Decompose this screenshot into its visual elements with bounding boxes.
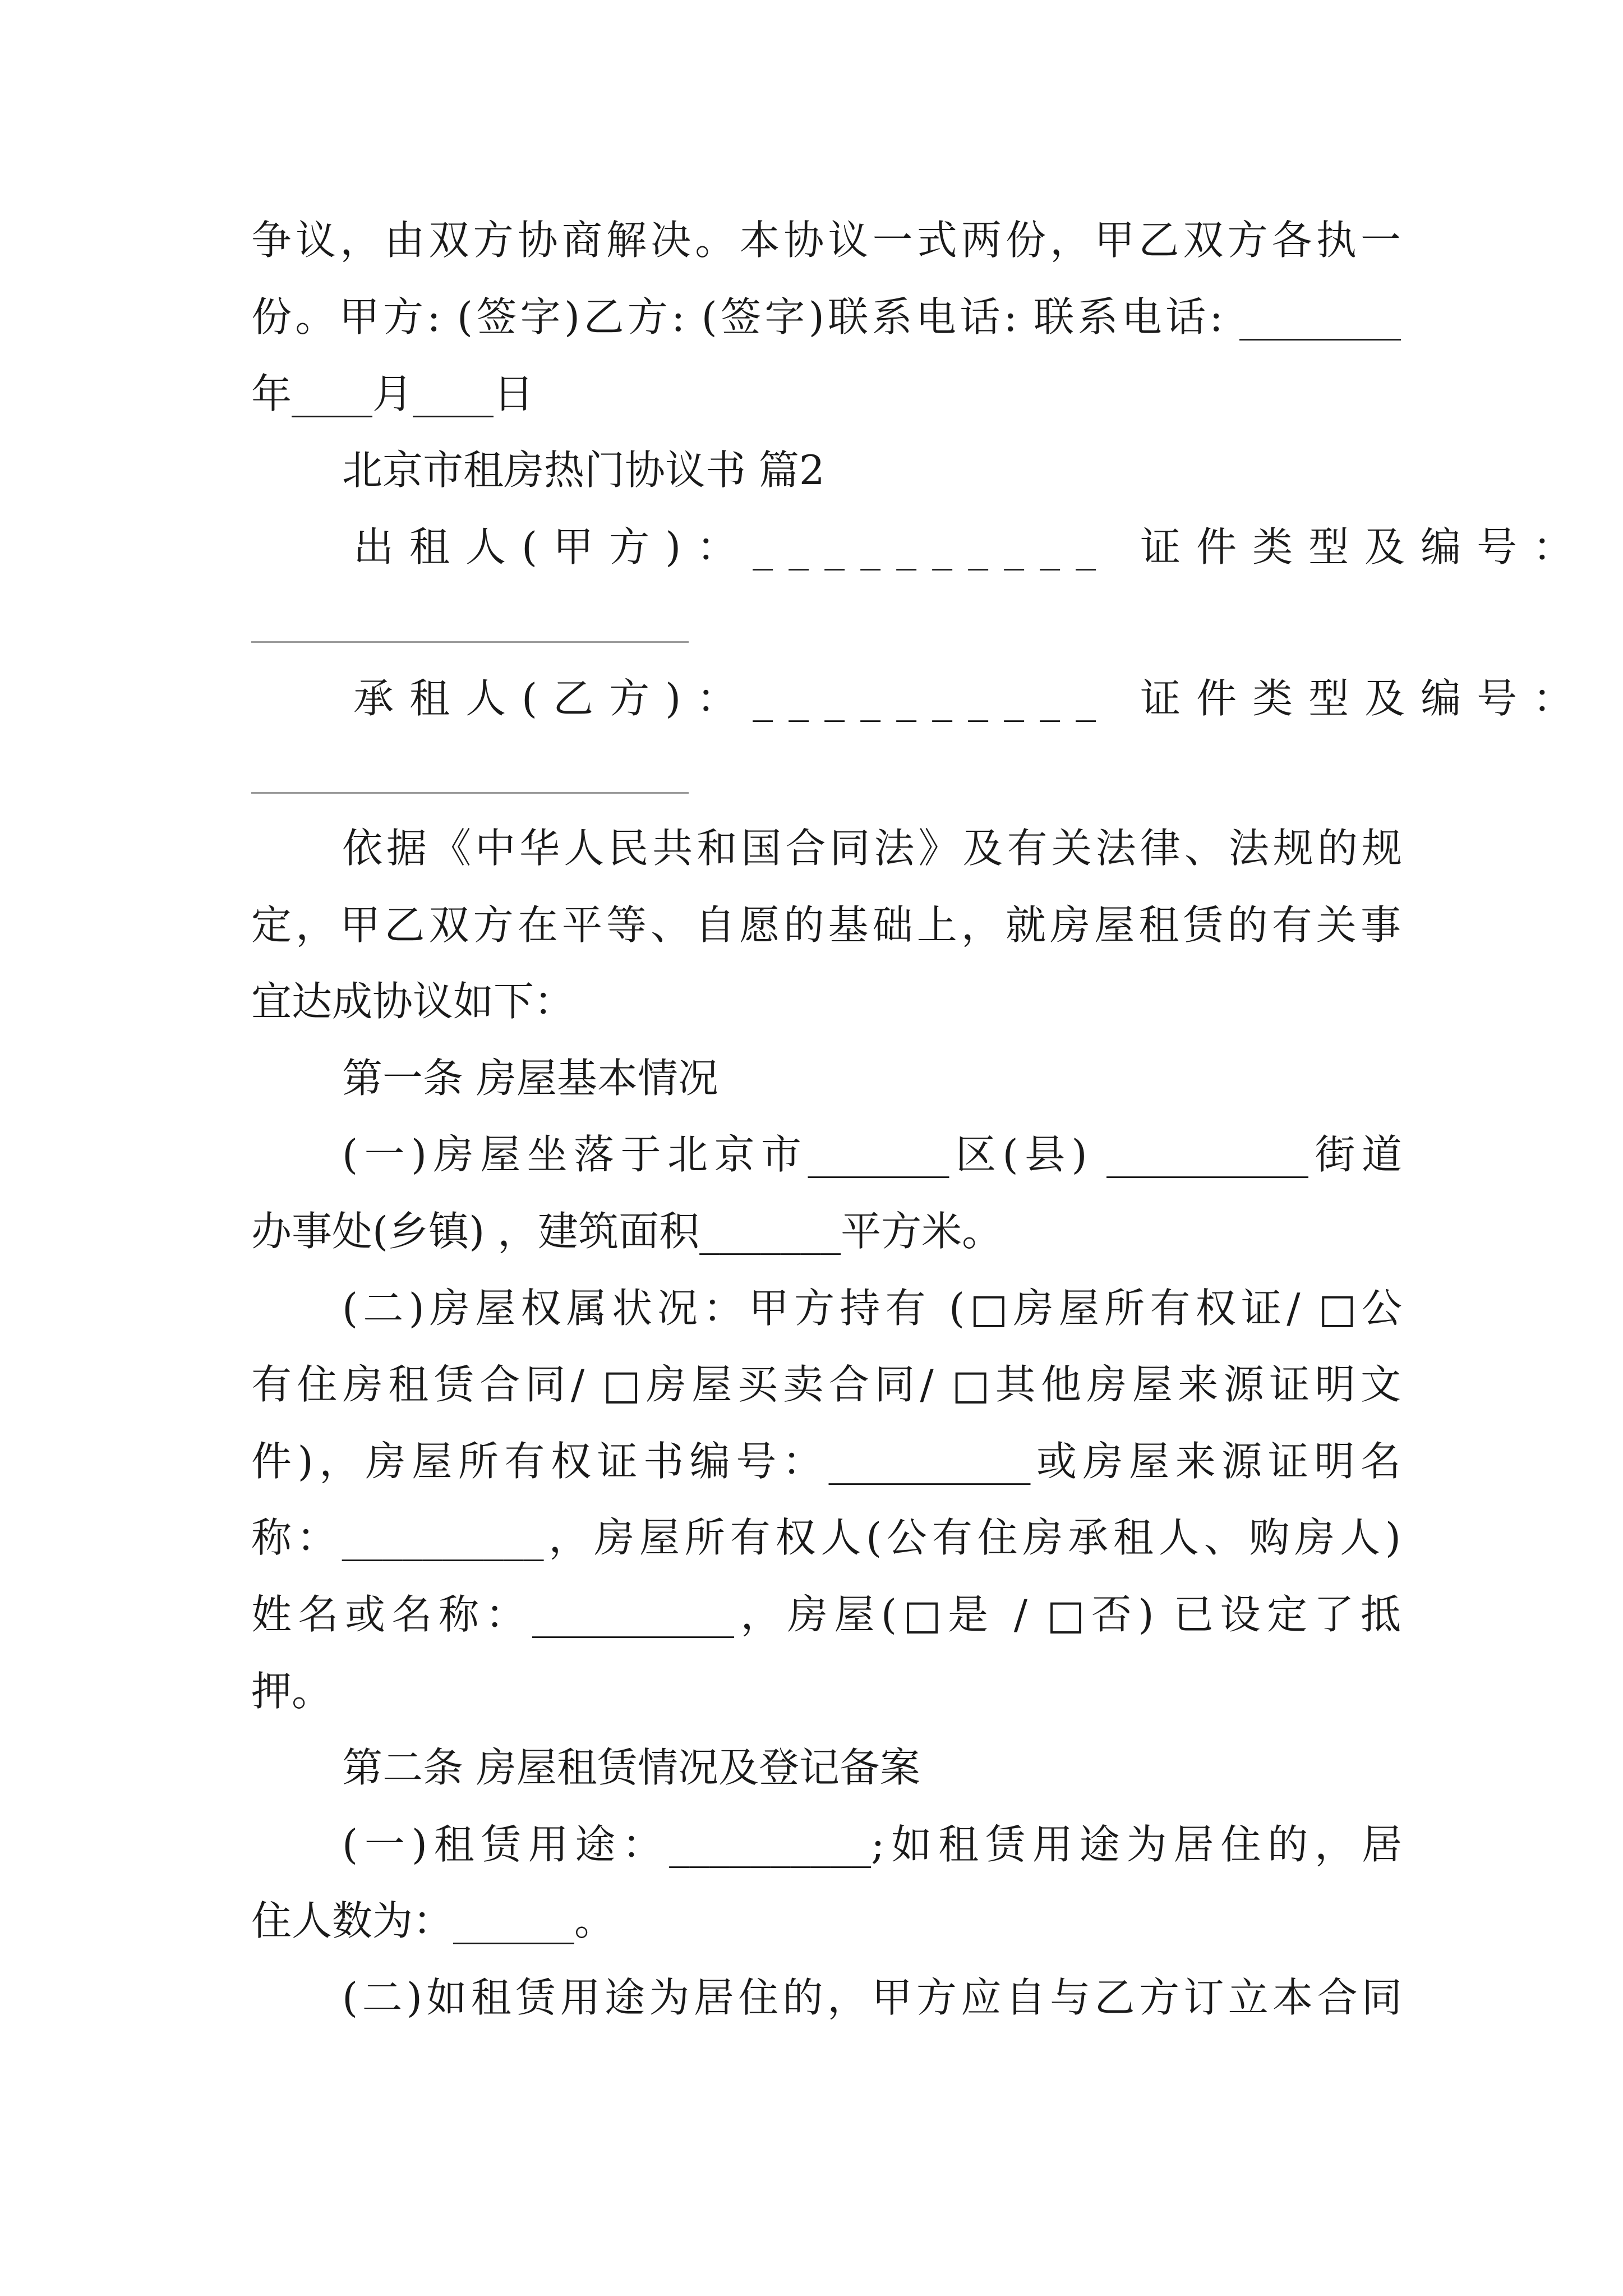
paragraph-line: 宜达成协议如下： <box>251 978 575 1025</box>
paragraph-line: (二)如租赁用途为居住的，甲方应自与乙方订立本合同 <box>342 1974 1402 2021</box>
article-heading: 第二条 房屋租赁情况及登记备案 <box>342 1744 920 1791</box>
paragraph-line: 有住房租赁合同/ □房屋买卖合同/ □其他房屋来源证明文 <box>251 1361 1401 1408</box>
paragraph-line: (二)房屋权属状况：甲方持有 (□房屋所有权证/ □公 <box>342 1285 1402 1332</box>
paragraph-line: 定，甲乙双方在平等、自愿的基础上，就房屋租赁的有关事 <box>251 901 1401 949</box>
paragraph-line: 办事处(乡镇) ，建筑面积_______平方米。 <box>251 1208 1003 1255</box>
paragraph-line: 姓名或名称：__________，房屋(□是 / □否) 已设定了抵 <box>251 1591 1401 1638</box>
lessee-line: 承租人(乙方)：__________ 证件类型及编号： <box>353 675 1589 722</box>
paragraph-line: (一)房屋坐落于北京市_______区(县) __________街道 <box>342 1131 1402 1178</box>
paragraph-line: 称：__________，房屋所有权人(公有住房承租人、购房人) <box>251 1514 1401 1561</box>
paragraph-line: 件)，房屋所有权证书编号：__________或房屋来源证明名 <box>251 1438 1401 1485</box>
paragraph-line: 份。甲方: (签字)乙方: (签字)联系电话: 联系电话: ________ <box>251 293 1401 341</box>
section-heading: 北京市租房热门协议书 篇2 <box>342 447 825 494</box>
blank-underline <box>251 641 689 643</box>
paragraph-line: 依据《中华人民共和国合同法》及有关法律、法规的规 <box>342 825 1402 872</box>
blank-underline <box>251 792 689 794</box>
paragraph-line: (一)租赁用途：__________;如租赁用途为居住的，居 <box>342 1821 1402 1868</box>
paragraph-line: 年____月____日 <box>251 370 534 417</box>
lessor-line: 出租人(甲方)：__________ 证件类型及编号： <box>353 523 1589 570</box>
paragraph-line: 押。 <box>251 1668 333 1715</box>
paragraph-line: 住人数为：______。 <box>251 1897 615 1944</box>
paragraph-line: 争议，由双方协商解决。本协议一式两份，甲乙双方各执一 <box>251 217 1401 264</box>
article-heading: 第一条 房屋基本情况 <box>342 1055 718 1102</box>
